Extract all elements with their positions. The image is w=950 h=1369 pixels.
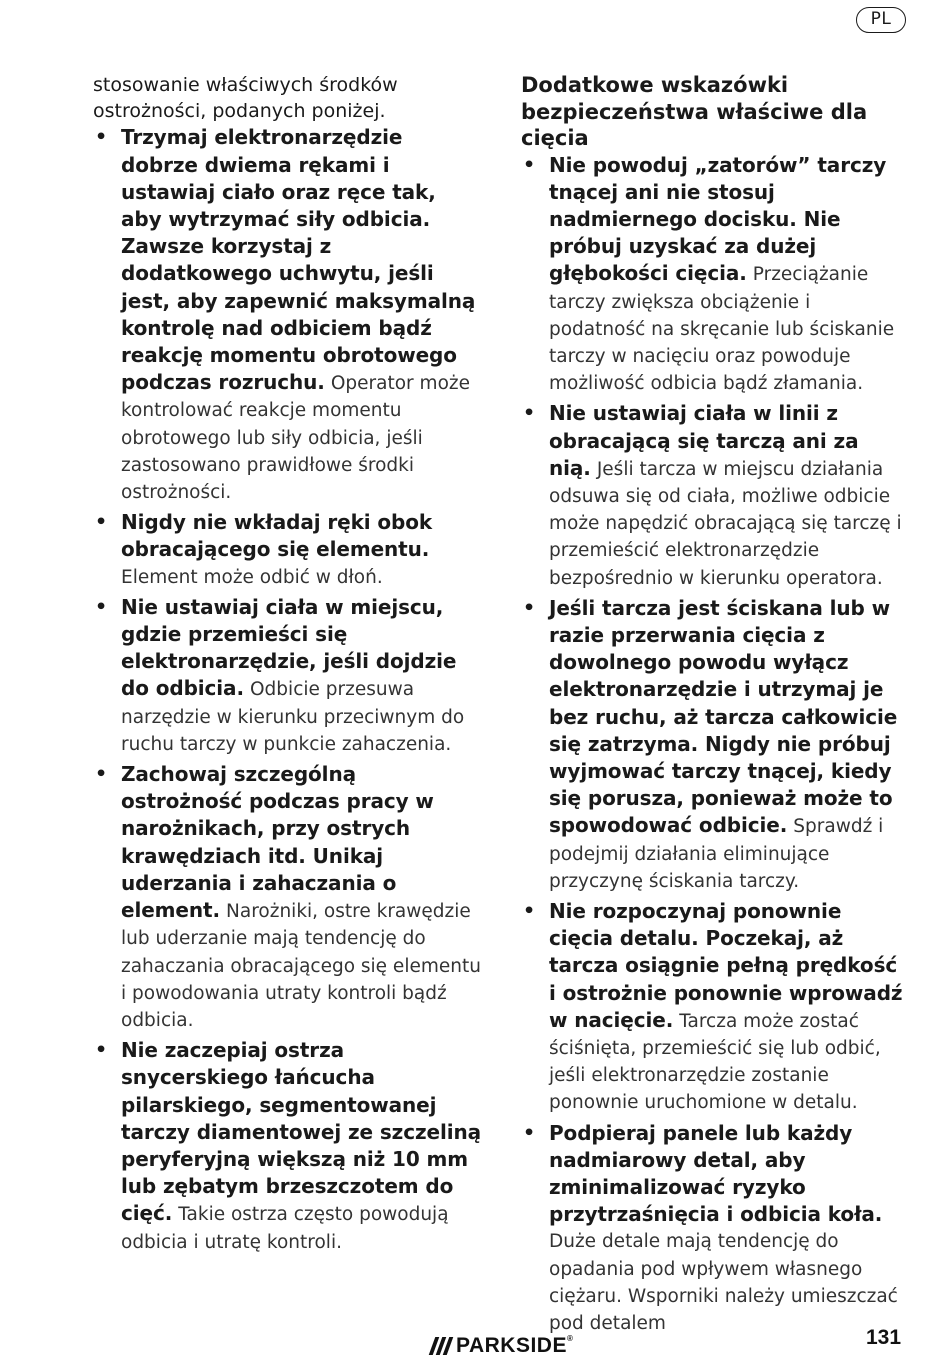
list-item (521, 595, 907, 895)
item-normal-text: Narożniki, ostre krawędzie lub uderzanie mają tendencję do zahaczania obracającego się elementu i powodowania utraty kontroli bądź odbicia. (121, 901, 481, 1031)
brand-name: PARKSIDE® (456, 1334, 574, 1357)
left-safety-list (93, 124, 483, 1255)
item-normal-text: Operator może kontrolować reakcje momentu obrotowego lub siły odbicia, jeśli zastosowano prawidłowe środki ostrożności. (121, 373, 470, 504)
list-item (93, 509, 483, 591)
bullet-icon: • (523, 1121, 536, 1144)
right-column (521, 72, 907, 1340)
list-item (93, 761, 483, 1034)
list-item (93, 594, 483, 758)
bullet-icon: • (95, 126, 108, 149)
list-item (521, 898, 907, 1117)
item-bold-text: Jeśli tarcza jest ściskana lub w razie przerwania cięcia z dowolnego powodu wyłącz elektronarzędzie i utrzymaj je bez ruchu, aż tarcza całkowicie się zatrzyma. Nigdy nie próbuj wyjmować tarczy tnącej, kiedy się porusza, ponieważ może to spowodować odbicie. (549, 595, 898, 838)
parkside-logo (432, 1331, 573, 1361)
bullet-icon: • (95, 1039, 108, 1062)
bullet-icon: • (523, 596, 536, 619)
item-bold-text: Nie ustawiaj ciała w miejscu, gdzie przemieści się elektronarzędzie, jeśli dojdzie do odbicia. (121, 594, 457, 701)
page-number: 131 (866, 1326, 902, 1349)
item-normal-text: Duże detale mają tendencję do opadania pod wpływem własnego ciężaru. Wsporniki należy umieszczać pod detalem (549, 1231, 898, 1335)
item-bold-text: Nie zaczepiaj ostrza snycerskiego łańcucha pilarskiego, segmentowanej tarczy diamentowej ze szczeliną peryferyjną większą niż 10 mm lub zębatym brzeszczotem do cięć. (121, 1038, 482, 1226)
right-safety-list (521, 152, 907, 1338)
item-bold-text: Nie rozpoczynaj ponownie cięcia detalu. Poczekaj, aż tarcza osiągnie pełną prędkość i ostrożnie ponownie wprowadź w nacięcie. (549, 898, 903, 1032)
list-item (93, 1037, 483, 1256)
intro-paragraph: stosowanie właściwych środków ostrożności, podanych poniżej. (93, 74, 398, 123)
item-normal-text: Przeciążanie tarczy zwiększa obciążenie i podatność na skręcanie lub ściskanie tarczy w nacięciu oraz powoduje możliwość odbicia bądź złamania. (549, 264, 895, 395)
bullet-icon: • (523, 402, 536, 425)
item-normal-text: Tarcza może zostać ściśnięta, przemieścić się lub odbić, jeśli elektronarzędzie zostanie ponownie uruchomione w detalu. (549, 1010, 881, 1114)
bullet-icon: • (95, 511, 108, 534)
list-item (521, 152, 907, 398)
item-bold-text: Nie powoduj „zatorów” tarczy tnącej ani nie stosuj nadmiernego docisku. Nie próbuj uzyskać za dużej głębokości cięcia. (549, 152, 887, 286)
item-bold-text: Trzymaj elektronarzędzie dobrze dwiema rękami i ustawiaj ciało oraz ręce tak, aby wytrzymać siły odbicia. Zawsze korzystaj z dodatkowego uchwytu, jeśli jest, aby zapewnić maksymalną kontrolę nad odbiciem bądź reakcję momentu obrotowego podczas rozruchu. (121, 125, 476, 395)
bullet-icon: • (523, 899, 536, 922)
item-bold-text: Podpieraj panele lub każdy nadmiarowy detal, aby zminimalizować ryzyko przytrzaśnięcia i odbicia koła. (549, 1120, 883, 1227)
item-normal-text: Sprawdź i podejmij działania eliminujące przyczynę ściskania tarczy. (549, 816, 884, 892)
item-normal-text: Jeśli tarcza w miejscu działania odsuwa się od ciała, możliwe odbicie może napędzić obracającą się tarczę i przemieścić elektronarzędzie bezpośrednio w kierunku operatora. (549, 458, 902, 589)
item-normal-text: Odbicie przesuwa narzędzie w kierunku przeciwnym do ruchu tarczy w punkcie zahaczenia. (121, 679, 465, 755)
bullet-icon: • (95, 763, 108, 786)
item-normal-text: Takie ostrza często powodują odbicia i utratę kontroli. (121, 1204, 449, 1253)
section-heading: Dodatkowe wskazówki bezpieczeństwa właściwe dla cięcia (521, 73, 868, 150)
item-bold-text: Zachowaj szczególną ostrożność podczas pracy w narożnikach, przy ostrych krawędziach itd. Unikaj uderzania i zahaczania o element. (121, 762, 434, 923)
bullet-icon: • (523, 153, 536, 176)
item-normal-text: Element może odbić w dłoń. (121, 566, 383, 588)
list-item (93, 124, 483, 506)
list-item (521, 1120, 907, 1338)
logo-stripes-icon (432, 1337, 450, 1355)
list-item (521, 400, 907, 591)
item-bold-text: Nigdy nie wkładaj ręki obok obracającego się elementu. (121, 510, 433, 562)
bullet-icon: • (95, 595, 108, 618)
language-badge: PL (856, 7, 906, 33)
left-column (93, 72, 483, 1259)
item-bold-text: Nie ustawiaj ciała w linii z obracającą się tarczą ani za nią. (549, 401, 859, 480)
